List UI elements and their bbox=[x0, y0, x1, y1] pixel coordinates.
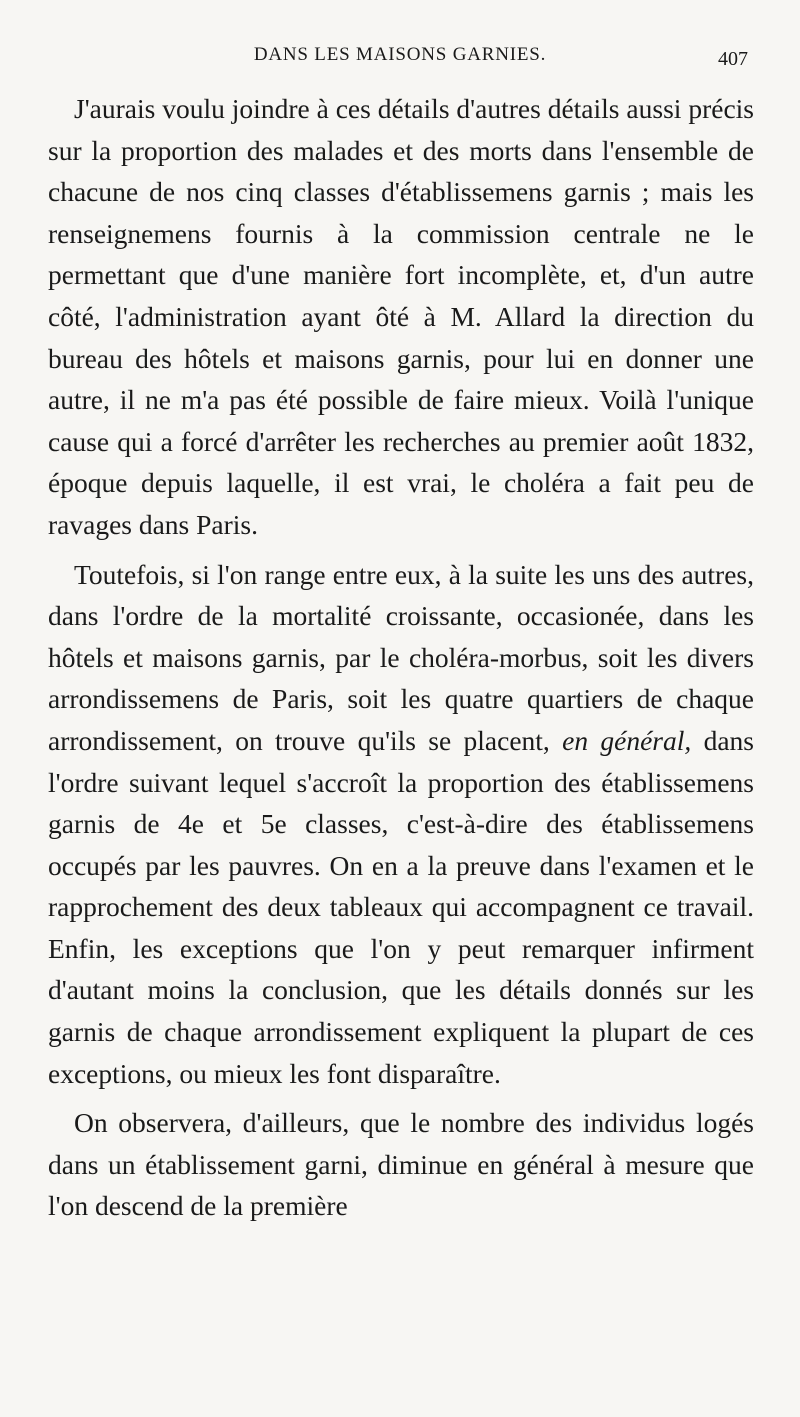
paragraph-2-text-start: Toutefois, si l'on range entre eux, à la suite les uns des autres, dans l'ordre de la mortalité croissante, occasionée, dans les hôtels et maisons garnis, par le choléra-morbus, soit les divers arrondissemens de Paris, soit les quatre quartiers de chaque arrondissement, on trouve qu'ils se placent, bbox=[48, 558, 754, 756]
page-number: 407 bbox=[718, 48, 748, 70]
paragraph-1: J'aurais voulu joindre à ces détails d'autres détails aussi précis sur la proportion des malades et des morts dans l'ensemble de chacune de nos cinq classes d'établissemens garnis ; mais les renseignemens fournis à la commission centrale ne le permettant que d'une manière fort incomplète, et, d'un autre côté, l'administration ayant ôté à M. Allard la direction du bureau des hôtels et maisons garnis, pour lui en donner une autre, il ne m'a pas été possible de faire mieux. Voilà l'unique cause qui a forcé d'arrêter les recherches au premier août 1832, époque depuis laquelle, il est vrai, le choléra a fait peu de ravages dans Paris. bbox=[48, 93, 754, 540]
running-title: DANS LES MAISONS GARNIES. bbox=[253, 44, 547, 65]
paragraph-3: On observera, d'ailleurs, que le nombre des individus logés dans un établissement garni, diminue en général à mesure que l'on descend de la première bbox=[48, 1107, 754, 1222]
paragraph-2-italic-phrase: en général, bbox=[562, 724, 692, 756]
paragraph-2-text-end: dans l'ordre suivant lequel s'accroît la proportion des établissemens garnis de 4e et 5e classes, c'est-à-dire des établissemens occupés par les pauvres. On en a la preuve dans l'examen et le rapprochement des deux tableaux qui accompagnent ce travail. Enfin, les exceptions que l'on y peut remarquer infirment d'autant moins la conclusion, que les détails donnés sur les garnis de chaque arrondissement expliquent la plupart de ces exceptions, ou mieux les font disparaître. bbox=[48, 724, 754, 1089]
paragraph-2 bbox=[48, 554, 754, 1095]
running-head bbox=[48, 44, 752, 74]
body-text bbox=[48, 88, 754, 1227]
